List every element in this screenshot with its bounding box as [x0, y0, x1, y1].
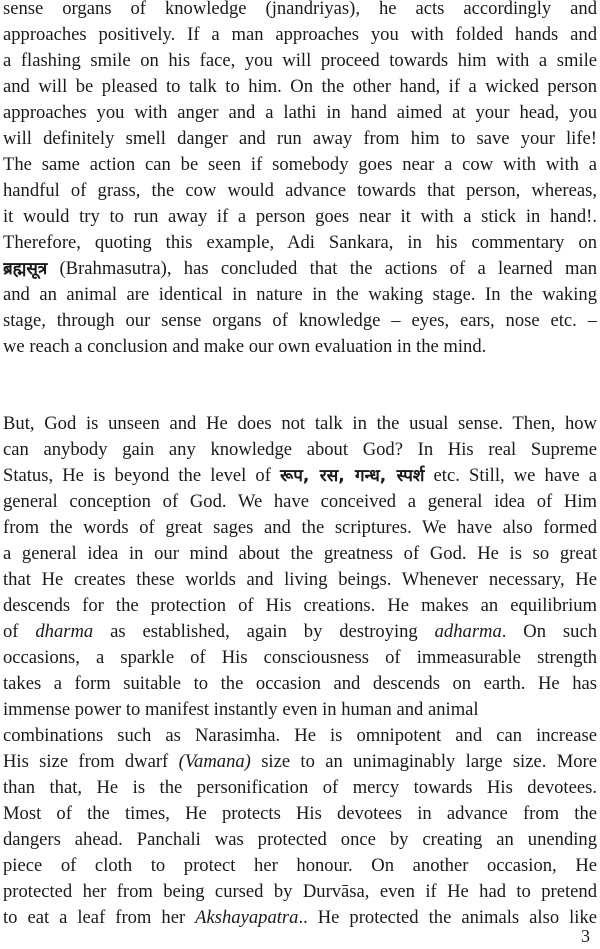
text-line: piece of cloth to protect her honour. On another occasion, He — [3, 855, 597, 876]
text-line: to eat a leaf from her Akshayapatra.. He protected the animals also like — [3, 907, 597, 928]
italic-term: (Vamana) — [178, 751, 251, 772]
text-line: and an animal are identical in nature in the waking stage. In the waking — [3, 284, 597, 305]
text-line: that He creates these worlds and living beings. Whenever necessary, He — [3, 569, 597, 590]
text-line: a flashing smile on his face, you will proceed towards him with a smile — [3, 50, 597, 71]
text-line: than that, He is the personification of mercy towards His devotees. — [3, 777, 597, 798]
text-line: dangers ahead. Panchali was protected once by creating an unending — [3, 829, 597, 850]
text-line: we reach a conclusion and make our own evaluation in the mind. — [3, 336, 487, 357]
text-line: But, God is unseen and He does not talk in the usual sense. Then, how — [3, 413, 597, 434]
text-line: approaches you with anger and a lathi in hand aimed at your head, you — [3, 102, 597, 123]
text-line: immense power to manifest instantly even in human and animal — [3, 699, 479, 720]
text-line: Therefore, quoting this example, Adi Sankara, in his commentary on — [3, 232, 597, 253]
text-line: from the words of great sages and the scriptures. We have also formed — [3, 517, 597, 538]
text-line: stage, through our sense organs of knowledge – eyes, ears, nose etc. – — [3, 310, 597, 331]
devanagari-term: ब्रह्मसूत्र — [3, 259, 48, 279]
text-line: Status, He is beyond the level of रूप, रस, गन्ध, स्पर्श etc. Still, we have a — [3, 465, 597, 486]
text-line: takes a form suitable to the occasion and descends on earth. He has — [3, 673, 597, 694]
text-line: will definitely smell danger and run away from him to save your life! — [3, 128, 597, 149]
text-line: ब्रह्मसूत्र (Brahmasutra), has concluded that the actions of a learned man — [3, 258, 597, 279]
text-line: it would try to run away if a person goes near it with a stick in hand!. — [3, 206, 597, 227]
text-line: descends for the protection of His creations. He makes an equilibrium — [3, 595, 597, 616]
text-line: general conception of God. We have conceived a general idea of Him — [3, 491, 597, 512]
text-line: combinations such as Narasimha. He is omnipotent and can increase — [3, 725, 597, 746]
devanagari-term: रूप, रस, गन्ध, स्पर्श — [280, 466, 425, 486]
page-number: 3 — [581, 926, 590, 946]
text-line: approaches positively. If a man approaches you with folded hands and — [3, 24, 597, 45]
italic-term: dharma — [35, 621, 94, 642]
text-line: protected her from being cursed by Durvāsa, even if He had to pretend — [3, 881, 597, 902]
text-line: occasions, a sparkle of His consciousness of immeasurable strength — [3, 647, 597, 668]
text-line: sense organs of knowledge (jnandriyas), he acts accordingly and — [3, 0, 597, 19]
text-line: Most of the times, He protects His devotees in advance from the — [3, 803, 597, 824]
text-line: of dharma as established, again by destroying adharma. On such — [3, 621, 597, 642]
paragraph-1 — [3, 0, 597, 360]
text-line: can anybody gain any knowledge about God? In His real Supreme — [3, 439, 597, 460]
paragraph-2 — [3, 411, 597, 931]
text-line: and will be pleased to talk to him. On the other hand, if a wicked person — [3, 76, 597, 97]
text-line: His size from dwarf (Vamana) size to an unimaginably large size. More — [3, 751, 597, 772]
text-line: a general idea in our mind about the greatness of God. He is so great — [3, 543, 597, 564]
italic-term: Akshayapatra — [195, 907, 299, 928]
text-line: The same action can be seen if somebody goes near a cow with with a — [3, 154, 597, 175]
italic-term: adharma — [434, 621, 502, 642]
text-line: handful of grass, the cow would advance towards that person, whereas, — [3, 180, 597, 201]
